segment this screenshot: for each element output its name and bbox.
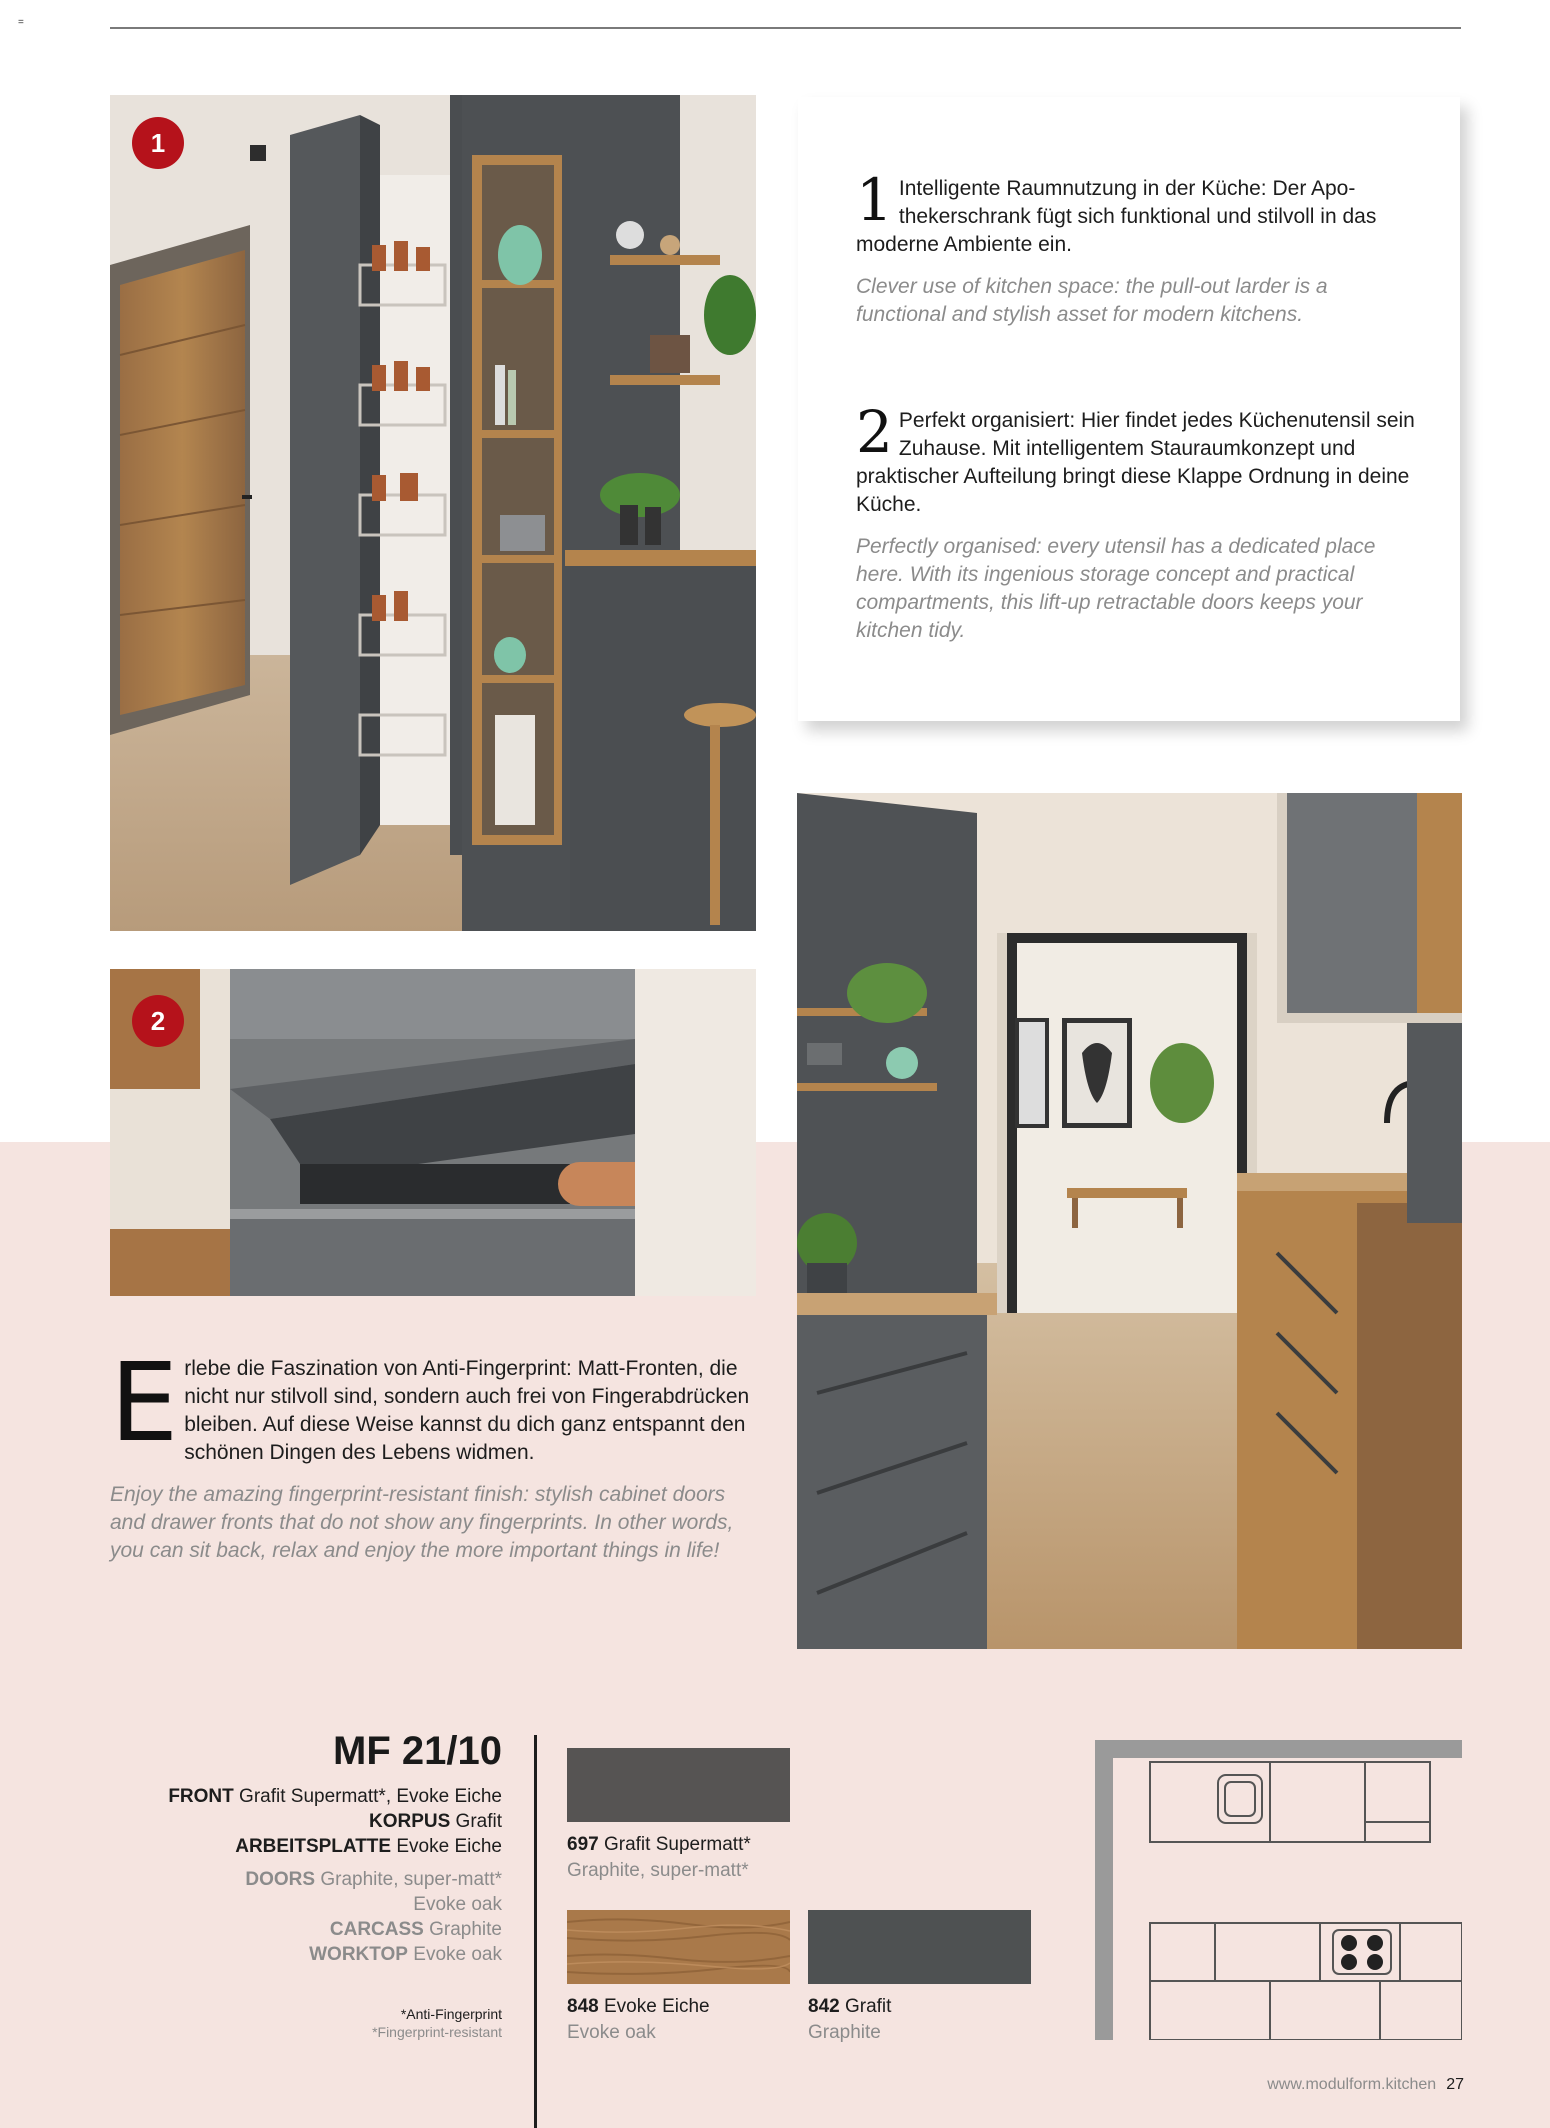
spec-divider: [534, 1735, 537, 2128]
swatch-842: [808, 1910, 1031, 1984]
caption-2-number: 2: [856, 398, 893, 466]
footer: [1267, 2076, 1464, 2094]
spec-label: KORPUS: [368, 1811, 451, 1832]
spec-row-worktop: [110, 1942, 502, 1967]
flap-illustration: [110, 969, 756, 1296]
photo-2-badge: 2: [132, 995, 184, 1047]
photo-lift-up-flap: [110, 969, 756, 1296]
caption-2: [856, 398, 1416, 645]
model-spec: [110, 1728, 502, 2041]
swatch-name-en: Graphite: [808, 2022, 881, 2043]
swatch-848-label: [567, 1994, 710, 2046]
top-rule: [110, 27, 1461, 29]
corner-mark: =: [18, 17, 24, 28]
swatch-name-en: Evoke oak: [567, 2022, 656, 2043]
caption-2-de-text: Perfekt organisiert: Hier findet jedes Küchenutensil sein Zuhause. Mit intelligentem Stauraumkonzept und praktischer Aufteilung bringt diese Klappe Ordnung in deine Küche.: [856, 409, 1415, 516]
swatch-name-en: Graphite, super-matt*: [567, 1860, 749, 1881]
caption-1-number: 1: [856, 166, 893, 234]
intro-dropcap: E: [110, 1341, 179, 1466]
swatch-848: [567, 1910, 790, 1984]
caption-1-en: Clever use of kitchen space: the pull-out larder is a functional and stylish asset for modern kitchens.: [856, 275, 1328, 326]
caption-2-de: [856, 398, 1416, 519]
swatch-name-de: Grafit Supermatt*: [603, 1834, 751, 1855]
caption-2-en: Perfectly organised: every utensil has a dedicated place here. With its ingenious storage concept and practical compartments, this lift-up retractable doors keeps your kitchen tidy.: [856, 535, 1376, 642]
model-title: MF 21/10: [333, 1729, 502, 1773]
page-number: 27: [1446, 2076, 1464, 2093]
swatch-code: 848: [567, 1996, 599, 2017]
footer-url[interactable]: www.modulform.kitchen: [1267, 2076, 1437, 2093]
larder-illustration: [110, 95, 756, 931]
swatch-code: 842: [808, 1996, 840, 2017]
caption-1-de-text: Intelligente Raumnutzung in der Küche: Der Apothekerschrank fügt sich funktional und stilvoll in das moderne Ambiente ein.: [856, 177, 1377, 256]
spec-value: Graphite, super-matt*: [320, 1869, 502, 1890]
intro-en: Enjoy the amazing fingerprint-resistant finish: stylish cabinet doors and drawer fronts that do not show any fingerprints. In other words, you can sit back, relax and enjoy the more important things in life!: [110, 1483, 734, 1562]
kitchen-floor-plan: [1095, 1740, 1462, 2040]
spec-row-doors-2: [110, 1892, 502, 1917]
photo-1-badge: 1: [132, 117, 184, 169]
spec-row-front: [110, 1784, 502, 1809]
footnote-en: *Fingerprint-resistant: [372, 2024, 502, 2040]
swatch-697: [567, 1748, 790, 1822]
swatch-name-de: Grafit: [844, 1996, 892, 2017]
spec-row-carcass: [110, 1917, 502, 1942]
intro-de-text: rlebe die Faszination von Anti-Fingerprint: Matt-Fronten, die nicht nur stilvoll sind, sondern auch frei von Fingerabdrücken bleiben. Auf diese Weise kannst du dich ganz entspannt den schönen Dingen des Lebens widmen.: [184, 1357, 750, 1464]
swatch-code: 697: [567, 1834, 599, 1855]
spec-row-arbeitsplatte: [110, 1834, 502, 1859]
spec-value: Grafit Supermatt*, Evoke Eiche: [239, 1786, 502, 1807]
swatch-name-de: Evoke Eiche: [603, 1996, 710, 2017]
intro-de: [110, 1341, 760, 1467]
caption-1: [856, 166, 1416, 329]
spec-value: Grafit: [455, 1811, 502, 1832]
spec-label: DOORS: [245, 1869, 316, 1890]
spec-value: Evoke Eiche: [396, 1836, 502, 1857]
kitchen-illustration: [797, 793, 1462, 1649]
swatch-697-label: [567, 1832, 751, 1884]
spec-label: FRONT: [168, 1786, 234, 1807]
spec-label: WORKTOP: [309, 1944, 408, 1965]
wood-grain-texture: [567, 1910, 790, 1984]
spec-row-doors: [110, 1867, 502, 1892]
intro-paragraph: [110, 1341, 760, 1565]
spec-value: Graphite: [429, 1919, 502, 1940]
spec-value: Evoke oak: [413, 1944, 502, 1965]
swatch-842-label: [808, 1994, 891, 2046]
photo-pull-out-larder: [110, 95, 756, 931]
spec-label: CARCASS: [329, 1919, 424, 1940]
spec-label: ARBEITSPLATTE: [235, 1836, 392, 1857]
caption-1-de: [856, 166, 1416, 259]
footnote-de: *Anti-Fingerprint: [400, 2006, 502, 2022]
spec-value: Evoke oak: [413, 1894, 502, 1915]
spec-row-korpus: [110, 1809, 502, 1834]
caption-card: [798, 97, 1460, 721]
photo-galley-kitchen: [797, 793, 1462, 1649]
